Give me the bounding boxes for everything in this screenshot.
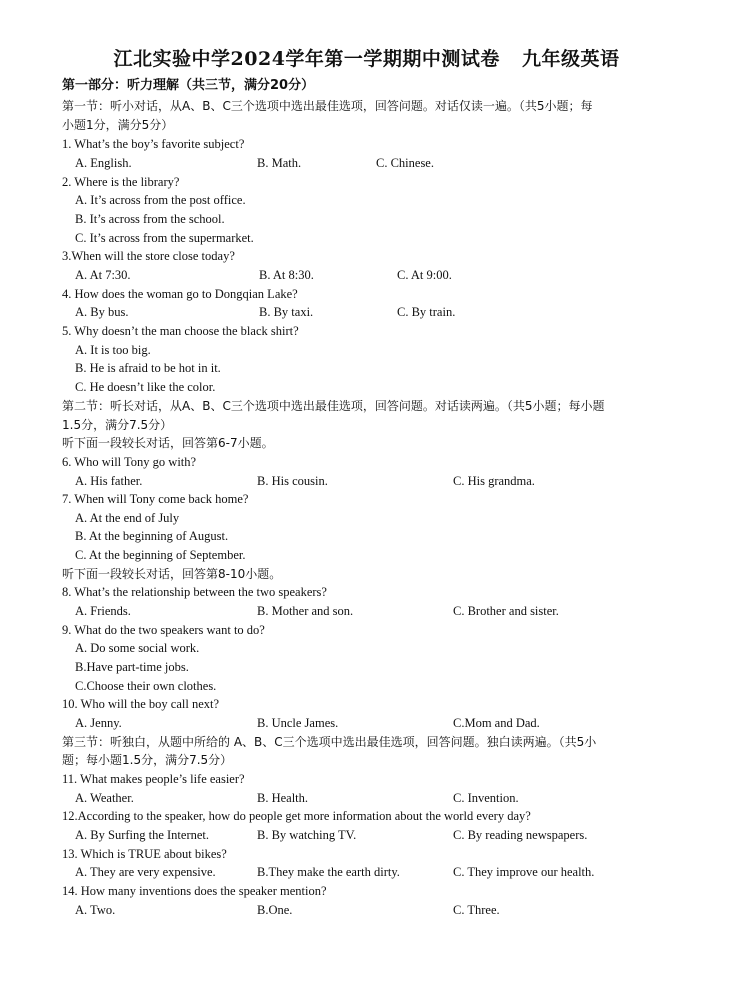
q12-option-c: C. By reading newspapers.	[453, 828, 588, 842]
page-title	[0, 44, 733, 71]
q9-option-a: A. Do some social work.	[75, 641, 200, 655]
q5-option-b: B. He is afraid to be hot in it.	[75, 361, 221, 375]
q4-option-b: B. By taxi.	[259, 305, 314, 319]
section3-instructions-line1: 第三节：听独白，从题中所给的 A、B、C三个选项中选出最佳选项，回答问题。独白读两遍。（共5小	[62, 735, 597, 749]
q5-option-c: C. He doesn’t like the color.	[75, 380, 216, 394]
section1-instructions-line2: 小题1分，满分5分）	[62, 118, 174, 132]
question-7: 7. When will Tony come back home?	[62, 492, 249, 506]
q6-option-c: C. His grandma.	[453, 474, 535, 488]
question-10: 10. Who will the boy call next?	[62, 697, 220, 711]
q7-option-c: C. At the beginning of September.	[75, 548, 246, 562]
question-14: 14. How many inventions does the speaker mention?	[62, 884, 327, 898]
question-4: 4. How does the woman go to Dongqian Lake?	[62, 287, 298, 301]
q7-option-a: A. At the end of July	[75, 511, 180, 525]
exam-title: 江北实验中学2024学年第一学期期中测试卷	[113, 48, 500, 70]
q9-option-c: C.Choose their own clothes.	[75, 679, 217, 693]
q12-option-a: A. By Surfing the Internet.	[75, 828, 210, 842]
question-13: 13. Which is TRUE about bikes?	[62, 847, 227, 861]
q14-option-b: B.One.	[257, 903, 293, 917]
q5-option-a: A. It is too big.	[75, 343, 151, 357]
q11-option-a: A. Weather.	[75, 791, 134, 805]
question-8: 8. What’s the relationship between the two speakers?	[62, 585, 327, 599]
question-1: 1. What’s the boy’s favorite subject?	[62, 137, 245, 151]
exam-subject: 九年级英语	[521, 48, 620, 70]
q1-option-b: B. Math.	[257, 156, 302, 170]
question-11: 11. What makes people’s life easier?	[62, 772, 245, 786]
q8-option-a: A. Friends.	[75, 604, 131, 618]
q10-option-c: C.Mom and Dad.	[453, 716, 540, 730]
q3-option-c: C. At 9:00.	[397, 268, 452, 282]
question-3: 3.When will the store close today?	[62, 249, 235, 263]
q1-option-a: A. English.	[75, 156, 132, 170]
q3-option-a: A. At 7:30.	[75, 268, 131, 282]
q4-option-c: C. By train.	[397, 305, 456, 319]
q12-option-b: B. By watching TV.	[257, 828, 357, 842]
q13-option-b: B.They make the earth dirty.	[257, 865, 400, 879]
q3-option-b: B. At 8:30.	[259, 268, 314, 282]
q4-option-a: A. By bus.	[75, 305, 129, 319]
q1-option-c: C. Chinese.	[376, 156, 434, 170]
section1-instructions-line1: 第一节：听小对话，从A、B、C三个选项中选出最佳选项，回答问题。对话仅读一遍。（共5小题；每	[62, 99, 593, 113]
q2-option-c: C. It’s across from the supermarket.	[75, 231, 254, 245]
q10-option-a: A. Jenny.	[75, 716, 122, 730]
q10-option-b: B. Uncle James.	[257, 716, 339, 730]
question-2: 2. Where is the library?	[62, 175, 180, 189]
question-6: 6. Who will Tony go with?	[62, 455, 197, 469]
q13-option-c: C. They improve our health.	[453, 865, 595, 879]
section2-instructions-line2: 1.5分，满分7.5分）	[62, 418, 173, 432]
section2-sub-instruction-1: 听下面一段较长对话，回答第6-7小题。	[62, 436, 274, 450]
section3-instructions-line2: 题；每小题1.5分，满分7.5分）	[62, 753, 233, 767]
q7-option-b: B. At the beginning of August.	[75, 529, 229, 543]
q6-option-a: A. His father.	[75, 474, 143, 488]
q14-option-c: C. Three.	[453, 903, 500, 917]
q8-option-c: C. Brother and sister.	[453, 604, 559, 618]
q8-option-b: B. Mother and son.	[257, 604, 354, 618]
part1-heading: 第一部分：听力理解（共三节，满分20分）	[62, 78, 315, 93]
q13-option-a: A. They are very expensive.	[75, 865, 216, 879]
question-12: 12.According to the speaker, how do people get more information about the world every day?	[62, 809, 531, 823]
section2-sub-instruction-2: 听下面一段较长对话，回答第8-10小题。	[62, 567, 282, 581]
section2-instructions-line1: 第二节：听长对话，从A、B、C三个选项中选出最佳选项，回答问题。对话读两遍。（共5小题；每小题	[62, 399, 605, 413]
q11-option-c: C. Invention.	[453, 791, 519, 805]
question-5: 5. Why doesn’t the man choose the black shirt?	[62, 324, 299, 338]
q11-option-b: B. Health.	[257, 791, 309, 805]
q2-option-b: B. It’s across from the school.	[75, 212, 225, 226]
q14-option-a: A. Two.	[75, 903, 116, 917]
q2-option-a: A. It’s across from the post office.	[75, 193, 246, 207]
question-9: 9. What do the two speakers want to do?	[62, 623, 265, 637]
q6-option-b: B. His cousin.	[257, 474, 328, 488]
q9-option-b: B.Have part-time jobs.	[75, 660, 189, 674]
